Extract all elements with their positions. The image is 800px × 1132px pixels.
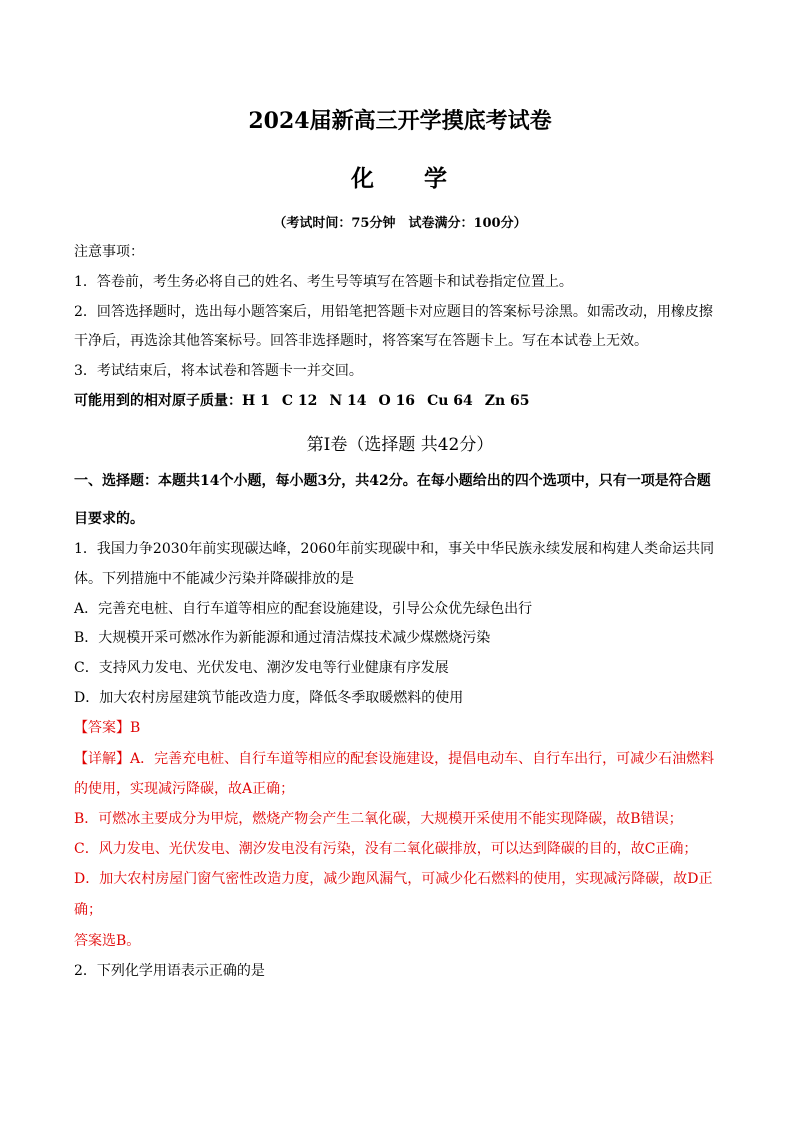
q1-stem-line-1: 1．我国力争2030年前实现碳达峰，2060年前实现碳中和，事关中华民族永续发展和构建人类命运共同 — [74, 541, 715, 557]
q1-option-b: B．大规模开采可燃冰作为新能源和通过清洁煤技术减少煤燃烧污染 — [74, 630, 491, 646]
mass-zn: Zn 65 — [484, 393, 530, 409]
note-item-1: 1．答卷前，考生务必将自己的姓名、考生号等填写在答题卡和试卷指定位置上。 — [74, 274, 573, 290]
mass-c: C 12 — [281, 393, 318, 409]
mass-h: H 1 — [242, 393, 270, 409]
section-heading-line-2: 目要求的。 — [74, 511, 144, 527]
notes-heading: 注意事项： — [74, 244, 144, 260]
q1-explanation-line-4: C．风力发电、光伏发电、潮汐发电没有污染，没有二氧化碳排放，可以达到降碳的目的，故C正确； — [74, 841, 698, 857]
atomic-masses-label: 可能用到的相对原子质量： — [74, 393, 242, 409]
q2-stem: 2．下列化学用语表示正确的是 — [74, 963, 265, 979]
q1-option-a: A．完善充电桩、自行车道等相应的配套设施建设，引导公众优先绿色出行 — [74, 601, 533, 617]
exam-title: 2024届新高三开学摸底考试卷 — [248, 108, 552, 134]
note-item-3: 3．考试结束后，将本试卷和答题卡一并交回。 — [74, 363, 363, 379]
note-item-2-cont: 干净后，再选涂其他答案标号。回答非选择题时，将答案写在答题卡上。写在本试卷上无效。 — [74, 333, 648, 349]
note-item-2: 2．回答选择题时，选出每小题答案后，用铅笔把答题卡对应题目的答案标号涂黑。如需改动，用橡皮擦 — [74, 304, 713, 320]
volume-title: 第Ⅰ卷（选择题 共42分） — [306, 435, 494, 455]
subject-char-2: 学 — [424, 165, 449, 192]
q1-option-c: C．支持风力发电、光伏发电、潮汐发电等行业健康有序发展 — [74, 660, 449, 676]
subject-char-1: 化 — [351, 165, 376, 192]
q1-explanation-line-7: 答案选B。 — [74, 933, 141, 949]
mass-n: N 14 — [329, 393, 367, 409]
q1-explanation-line-5: D．加大农村房屋门窗气密性改造力度，减少跑风漏气，可减少化石燃料的使用，实现减污降碳，故D正 — [74, 871, 713, 887]
mass-o: O 16 — [378, 393, 416, 409]
exam-info: （考试时间：75分钟 试卷满分：100分） — [273, 216, 527, 231]
q1-explanation-line-6: 确； — [74, 902, 102, 918]
q1-answer: 【答案】B — [74, 720, 141, 736]
mass-cu: Cu 64 — [427, 393, 473, 409]
subject-title — [0, 160, 800, 193]
q1-explanation-line-3: B．可燃冰主要成分为甲烷，燃烧产物会产生二氧化碳，大规模开采使用不能实现降碳，故B错误； — [74, 811, 683, 827]
atomic-masses — [74, 392, 730, 410]
q1-explanation-line-2: 的使用，实现减污降碳，故A正确； — [74, 781, 295, 797]
q1-explanation-line-1: 【详解】A．完善充电桩、自行车道等相应的配套设施建设，提倡电动车、自行车出行，可减少石油燃料 — [74, 751, 715, 767]
q1-stem-line-2: 体。下列措施中不能减少污染并降碳排放的是 — [74, 571, 354, 587]
q1-option-d: D．加大农村房屋建筑节能改造力度，降低冬季取暖燃料的使用 — [74, 690, 464, 706]
section-heading-line-1: 一、选择题：本题共14个小题，每小题3分，共42分。在每小题给出的四个选项中，只有一项是符合题 — [74, 473, 711, 489]
